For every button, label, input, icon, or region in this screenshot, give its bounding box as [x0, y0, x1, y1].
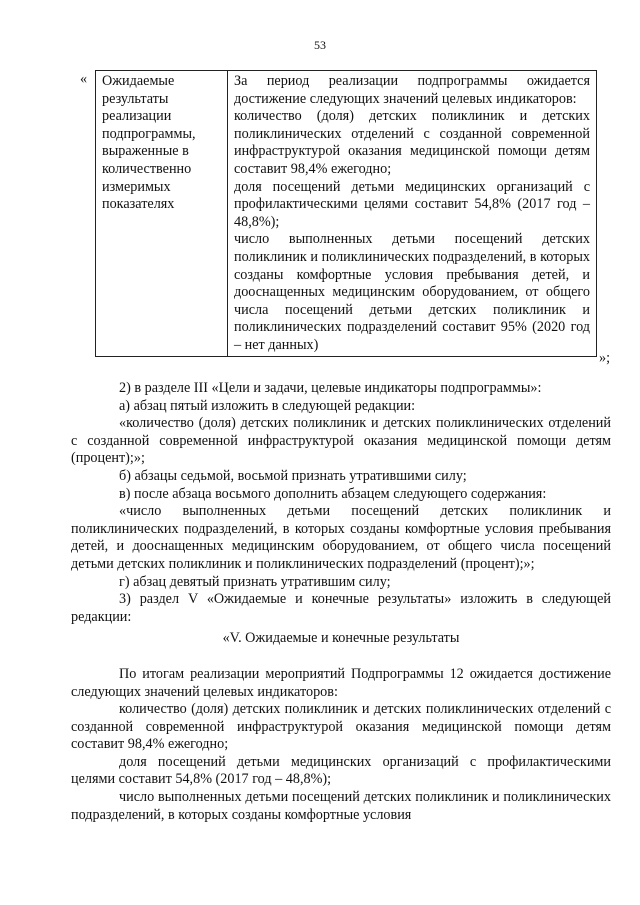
parameters-table	[95, 70, 597, 357]
body-paragraph: «число выполненных детьми посещений детских поликлиник и поликлинических подразделений, в которых созданы комфортные условия пребывания детей, и дооснащенных медицинским оборудованием, от общего числа посещений детьми детских поликлиник и поликлинических подразделений (процент);»;	[71, 503, 611, 572]
body-paragraph: 3) раздел V «Ожидаемые и конечные результаты» изложить в следующей редакции:	[71, 591, 611, 625]
document-body	[71, 380, 611, 824]
table-close-quote: »;	[599, 350, 611, 366]
body-paragraph: 2) в разделе III «Цели и задачи, целевые индикаторы подпрограммы»:	[119, 380, 542, 396]
table-paragraph: доля посещений детьми медицинских организаций с профилактическими целями составит 54,8% (2017 год – 48,8%);	[234, 178, 590, 230]
body-paragraph: доля посещений детьми медицинских организаций с профилактическими целями составит 54,8% (2017 год – 48,8%);	[71, 753, 611, 788]
body-paragraph: «количество (доля) детских поликлиник и детских поликлинических отделений с созданной современной инфраструктурой оказания медицинской помощи детям (процент);»;	[71, 415, 611, 467]
table-paragraph: количество (доля) детских поликлиник и детских поликлинических отделений с созданной современной инфраструктурой оказания медицинской помощи детям составит 98,4% ежегодно;	[234, 108, 590, 177]
body-paragraph: а) абзац пятый изложить в следующей редакции:	[119, 397, 416, 414]
body-paragraph: число выполненных детьми посещений детских поликлиник и поликлинических подразделений, в которых созданы комфортные условия	[71, 789, 611, 823]
table-value-cell	[228, 71, 597, 357]
page-number: 53	[314, 38, 326, 52]
body-paragraph: По итогам реализации мероприятий Подпрограммы 12 ожидается достижение следующих значений целевых индикаторов:	[71, 665, 611, 700]
body-paragraph: б) абзацы седьмой, восьмой признать утратившими силу;	[119, 467, 467, 484]
body-paragraph: в) после абзаца восьмого дополнить абзацем следующего содержания:	[119, 485, 547, 502]
table-paragraph: За период реализации подпрограммы ожидается достижение следующих значений целевых индикаторов:	[234, 73, 590, 107]
body-paragraph: количество (доля) детских поликлиник и детских поликлинических отделений с созданной современной инфраструктурой оказания медицинской помощи детям составит 98,4% ежегодно;	[71, 701, 611, 753]
table-row	[96, 71, 597, 357]
section-heading: «V. Ожидаемые и конечные результаты	[222, 630, 460, 647]
table-paragraph: число выполненных детьми посещений детских поликлиник и поликлинических подразделений, в которых созданы комфортные условия пребывания детей, и дооснащенных медицинским оборудованием, от общего числа посещений детьми детских поликлиник и поликлинических подразделений составит 95% (2020 год – нет данных)	[234, 231, 590, 353]
table-label-cell: Ожидаемые результаты реализации подпрограммы, выраженные в количественно измеримых показателях	[96, 71, 228, 357]
table-open-quote: «	[80, 71, 88, 87]
body-paragraph: г) абзац девятый признать утратившим силу;	[119, 573, 391, 590]
